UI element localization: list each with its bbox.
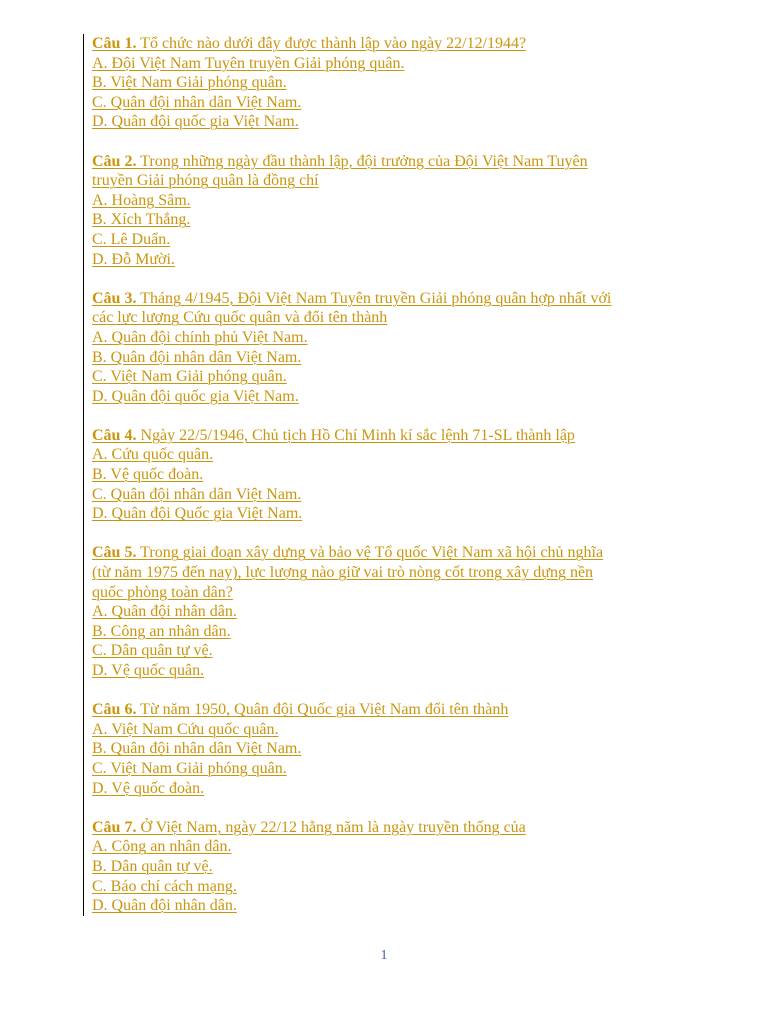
- answer-option: D. Vệ quốc đoàn.: [92, 779, 205, 797]
- question-stem-line: [92, 152, 702, 172]
- answer-option: A. Việt Nam Cứu quốc quân.: [92, 720, 279, 738]
- question-stem-line: [92, 289, 702, 309]
- question-label: Câu 1.: [92, 35, 137, 52]
- answer-option: B. Dân quân tự vệ.: [92, 857, 213, 875]
- question-stem-line: [92, 543, 702, 563]
- question-stem-line: [92, 818, 702, 838]
- question-stem-text: Từ năm 1950, Quân đội Quốc gia Việt Nam đổi tên thành: [136, 701, 509, 719]
- answer-option: D. Quân đội quốc gia Việt Nam.: [92, 113, 299, 131]
- answer-option: C. Việt Nam Giải phóng quân.: [92, 759, 287, 777]
- question-stem-text: Tháng 4/1945, Đội Việt Nam Tuyên truyền Giải phóng quân hợp nhất với: [136, 289, 612, 307]
- answer-option: B. Công an nhân dân.: [92, 622, 231, 640]
- question-4: [92, 426, 702, 524]
- question-stem-text: Ngày 22/5/1946, Chủ tịch Hồ Chí Minh kí sắc lệnh 71-SL thành lập: [136, 426, 575, 444]
- question-5: [92, 543, 702, 680]
- answer-option: B. Xích Thắng.: [92, 211, 191, 229]
- question-label: Câu 7.: [92, 818, 137, 836]
- question-label: Câu 5.: [92, 544, 137, 562]
- page-number: 1: [380, 947, 388, 962]
- answer-option: C. Lê Duẩn.: [92, 230, 171, 248]
- answer-option: C. Quân đội nhân dân Việt Nam.: [92, 485, 302, 503]
- question-6: [92, 700, 702, 798]
- question-list: [92, 34, 702, 935]
- answer-option: A. Đội Việt Nam Tuyên truyền Giải phóng quân.: [92, 54, 405, 72]
- question-stem-text: Trong giai đoạn xây dựng và bảo vệ Tổ quốc Việt Nam xã hội chủ nghĩa: [136, 544, 604, 562]
- question-2: [92, 152, 702, 270]
- question-stem-line: [92, 426, 702, 446]
- question-3: [92, 289, 702, 407]
- answer-option: B. Việt Nam Giải phóng quân.: [92, 74, 287, 92]
- question-label: Câu 2.: [92, 152, 137, 170]
- answer-option: A. Hoàng Sâm.: [92, 191, 191, 209]
- question-stem-line: [92, 563, 702, 583]
- answer-option: A. Cứu quốc quân.: [92, 446, 214, 464]
- question-stem-text: quốc phòng toàn dân?: [92, 583, 233, 601]
- question-1: [92, 34, 702, 132]
- answer-option: B. Quân đội nhân dân Việt Nam.: [92, 740, 302, 758]
- question-label: Câu 6.: [92, 701, 137, 719]
- answer-option: D. Đỗ Mười.: [92, 250, 175, 268]
- question-stem-text: Ở Việt Nam, ngày 22/12 hằng năm là ngày truyền thống của: [136, 818, 526, 836]
- answer-option: B. Quân đội nhân dân Việt Nam.: [92, 348, 302, 366]
- answer-option: A. Công an nhân dân.: [92, 838, 232, 856]
- question-stem-text: truyền Giải phóng quân là đồng chí: [92, 172, 319, 190]
- question-stem-line: [92, 171, 702, 191]
- question-stem-text: các lực lượng Cứu quốc quân và đổi tên thành: [92, 309, 388, 327]
- question-stem-text: Tổ chức nào dưới đây được thành lập vào ngày 22/12/1944?: [136, 35, 527, 52]
- question-stem-text: Trong những ngày đầu thành lập, đội trưởng của Đội Việt Nam Tuyên: [136, 152, 588, 170]
- question-stem-line: [92, 34, 702, 54]
- question-stem-line: [92, 700, 702, 720]
- question-7: [92, 818, 702, 916]
- answer-option: C. Việt Nam Giải phóng quân.: [92, 368, 287, 386]
- answer-option: A. Quân đội nhân dân.: [92, 603, 237, 621]
- answer-option: B. Vệ quốc đoàn.: [92, 466, 204, 484]
- answer-option: C. Báo chí cách mạng.: [92, 877, 237, 895]
- question-stem-line: [92, 583, 702, 603]
- answer-option: D. Quân đội quốc gia Việt Nam.: [92, 387, 299, 405]
- left-margin-rule: [83, 34, 84, 916]
- question-label: Câu 4.: [92, 426, 137, 444]
- answer-option: C. Dân quân tự vệ.: [92, 642, 213, 660]
- answer-option: D. Quân đội Quốc gia Việt Nam.: [92, 505, 303, 523]
- question-stem-text: (từ năm 1975 đến nay), lực lượng nào giữ vai trò nòng cốt trong xây dựng nền: [92, 564, 594, 582]
- answer-option: D. Vệ quốc quân.: [92, 662, 205, 679]
- answer-option: A. Quân đội chính phủ Việt Nam.: [92, 328, 308, 346]
- answer-option: C. Quân đội nhân dân Việt Nam.: [92, 93, 302, 111]
- question-label: Câu 3.: [92, 289, 137, 307]
- answer-option: D. Quân đội nhân dân.: [92, 897, 237, 915]
- question-stem-line: [92, 308, 702, 328]
